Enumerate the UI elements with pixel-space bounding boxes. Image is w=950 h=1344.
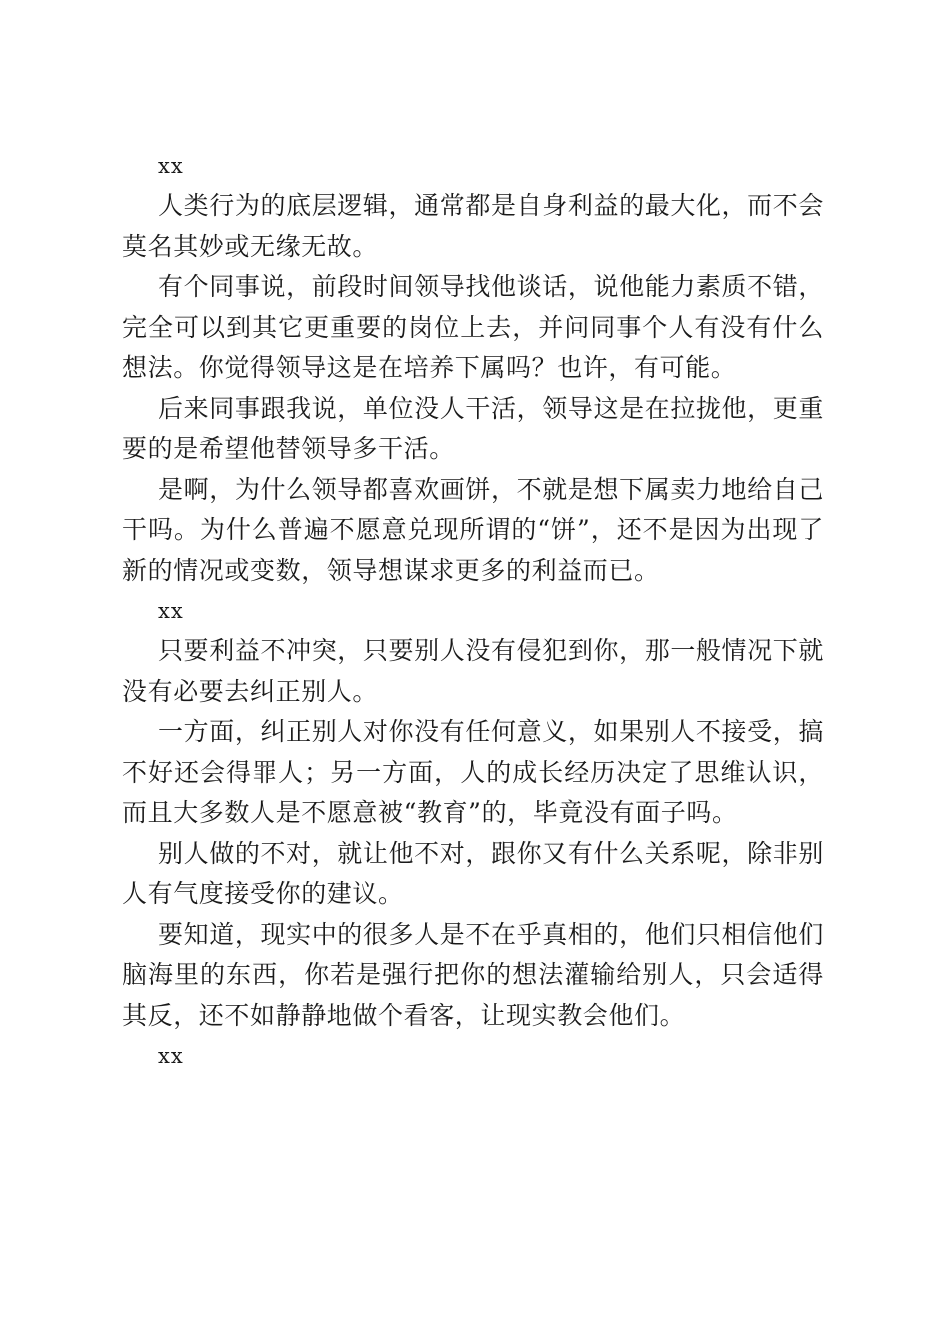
document-body bbox=[122, 146, 824, 1076]
paragraph: 别人做的不对，就让他不对，跟你又有什么关系呢，除非别人有气度接受你的建议。 bbox=[122, 838, 824, 908]
paragraph: 后来同事跟我说，单位没人干活，领导这是在拉拢他，更重要的是希望他替领导多干活。 bbox=[122, 393, 824, 463]
paragraph: 有个同事说，前段时间领导找他谈话，说他能力素质不错，完全可以到其它更重要的岗位上去，并问同事个人有没有什么想法。你觉得领导这是在培养下属吗？也许，有可能。 bbox=[122, 272, 824, 382]
paragraph: 人类行为的底层逻辑，通常都是自身利益的最大化，而不会莫名其妙或无缘无故。 bbox=[122, 191, 824, 261]
paragraph: 一方面，纠正别人对你没有任何意义，如果别人不接受，搞不好还会得罪人；另一方面，人的成长经历决定了思维认识，而且大多数人是不愿意被“教育”的，毕竟没有面子吗。 bbox=[122, 717, 824, 827]
paragraph: 要知道，现实中的很多人是不在乎真相的，他们只相信他们脑海里的东西，你若是强行把你的想法灌输给别人，只会适得其反，还不如静静地做个看客，让现实教会他们。 bbox=[122, 919, 824, 1030]
paragraph: 是啊，为什么领导都喜欢画饼，不就是想下属卖力地给自己干吗。为什么普遍不愿意兑现所谓的“饼”，还不是因为出现了新的情况或变数，领导想谋求更多的利益而已。 bbox=[122, 474, 824, 585]
section-heading: xx bbox=[158, 154, 184, 178]
paragraph: 只要利益不冲突，只要别人没有侵犯到你，那一般情况下就没有必要去纠正别人。 bbox=[122, 636, 824, 706]
section-heading: xx bbox=[158, 599, 184, 623]
section-heading: xx bbox=[158, 1044, 184, 1068]
